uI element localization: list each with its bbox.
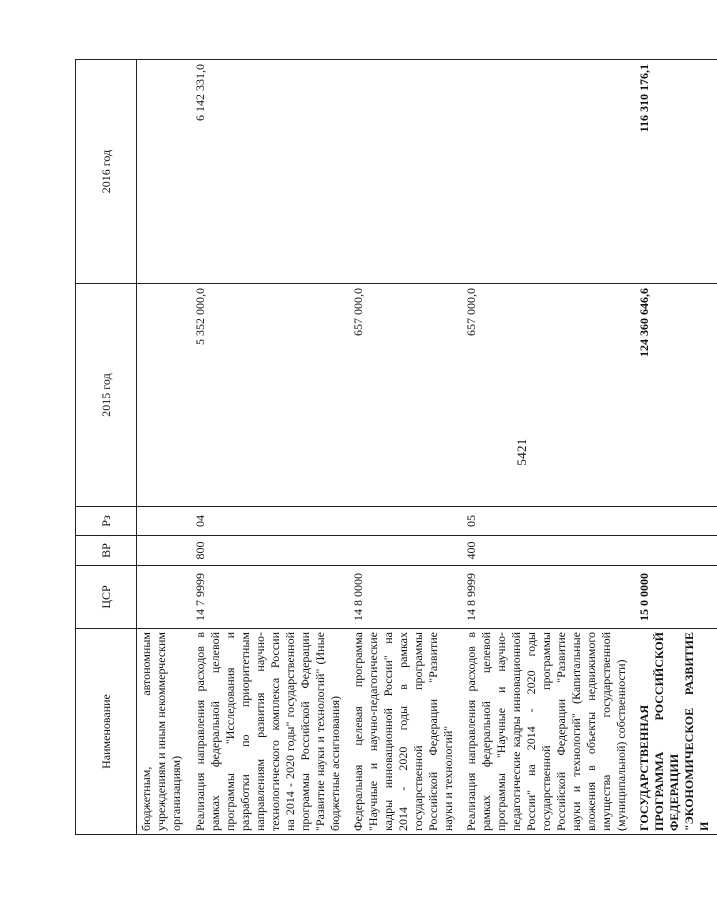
row-name: ГОСУДАРСТВЕННАЯ ПРОГРАММА РОССИЙСКОЙ ФЕДЕРАЦИИ "ЭКОНОМИЧЕСКОЕ РАЗВИТИЕ И (634, 629, 717, 835)
header-csr: ЦСР (76, 566, 137, 629)
row-2015: 657 000,0 (461, 284, 634, 507)
row-rz: 05 (461, 507, 634, 536)
row-vr (634, 536, 717, 566)
table-row (137, 60, 191, 835)
row-vr: 400 (461, 536, 634, 566)
row-vr: 800 (190, 536, 348, 566)
row-2015: 657 000,0 (348, 284, 461, 507)
row-2015: 124 360 646,6 (634, 284, 717, 507)
row-rz (348, 507, 461, 536)
row-2016: 116 310 176,1 (634, 60, 717, 284)
table-row (190, 60, 348, 835)
header-2015: 2015 год (76, 284, 137, 507)
row-name: Реализация направления расходов в рамках федеральной целевой программы "Исследования и разработки по приоритетным направлениям развития научно-технологического комплекса России на 2014 - 2020 годы" государственной программы Российской Федерации "Развитие науки и технологий" (Иные бюджетные ассигнования) (190, 629, 348, 835)
row-name: Федеральная целевая программа "Научные и научно-педагогические кадры инновационной России" на 2014 - 2020 годы в рамках государственной программы Российской Федерации "Развитие науки и технологий" (348, 629, 461, 835)
row-rz (634, 507, 717, 536)
row-2016 (461, 60, 634, 284)
row-csr: 14 7 9999 (190, 566, 348, 629)
row-2016 (348, 60, 461, 284)
row-csr: 14 8 0000 (348, 566, 461, 629)
header-name: Наименование (76, 629, 137, 835)
row-rz: 04 (190, 507, 348, 536)
header-2016: 2016 год (76, 60, 137, 284)
row-2015 (137, 284, 191, 507)
row-2015: 5 352 000,0 (190, 284, 348, 507)
table-header-row (76, 60, 137, 835)
row-csr: 14 8 9999 (461, 566, 634, 629)
header-vr: ВР (76, 536, 137, 566)
row-name: бюджетным, автономным учреждениям и иным некоммерческим организациям) (137, 629, 191, 835)
budget-table (75, 59, 717, 835)
row-rz (137, 507, 191, 536)
row-csr: 15 0 0000 (634, 566, 717, 629)
row-2016: 6 142 331,0 (190, 60, 348, 284)
table-row (634, 60, 717, 835)
table-row (461, 60, 634, 835)
row-csr (137, 566, 191, 629)
row-vr (137, 536, 191, 566)
table-row (348, 60, 461, 835)
row-vr (348, 536, 461, 566)
row-2016 (137, 60, 191, 284)
header-rz: Рз (76, 507, 137, 536)
row-name: Реализация направления расходов в рамках федеральной целевой программы "Научные и научно-педагогические кадры инновационной России" на 2014 - 2020 годы государственной программы Российской Федерации "Развитие науки и технологий" (Капитальные вложения в объекты недвижимого имущества государственной (муниципальной) собственности) (461, 629, 634, 835)
page-number: 5421 (514, 438, 529, 466)
